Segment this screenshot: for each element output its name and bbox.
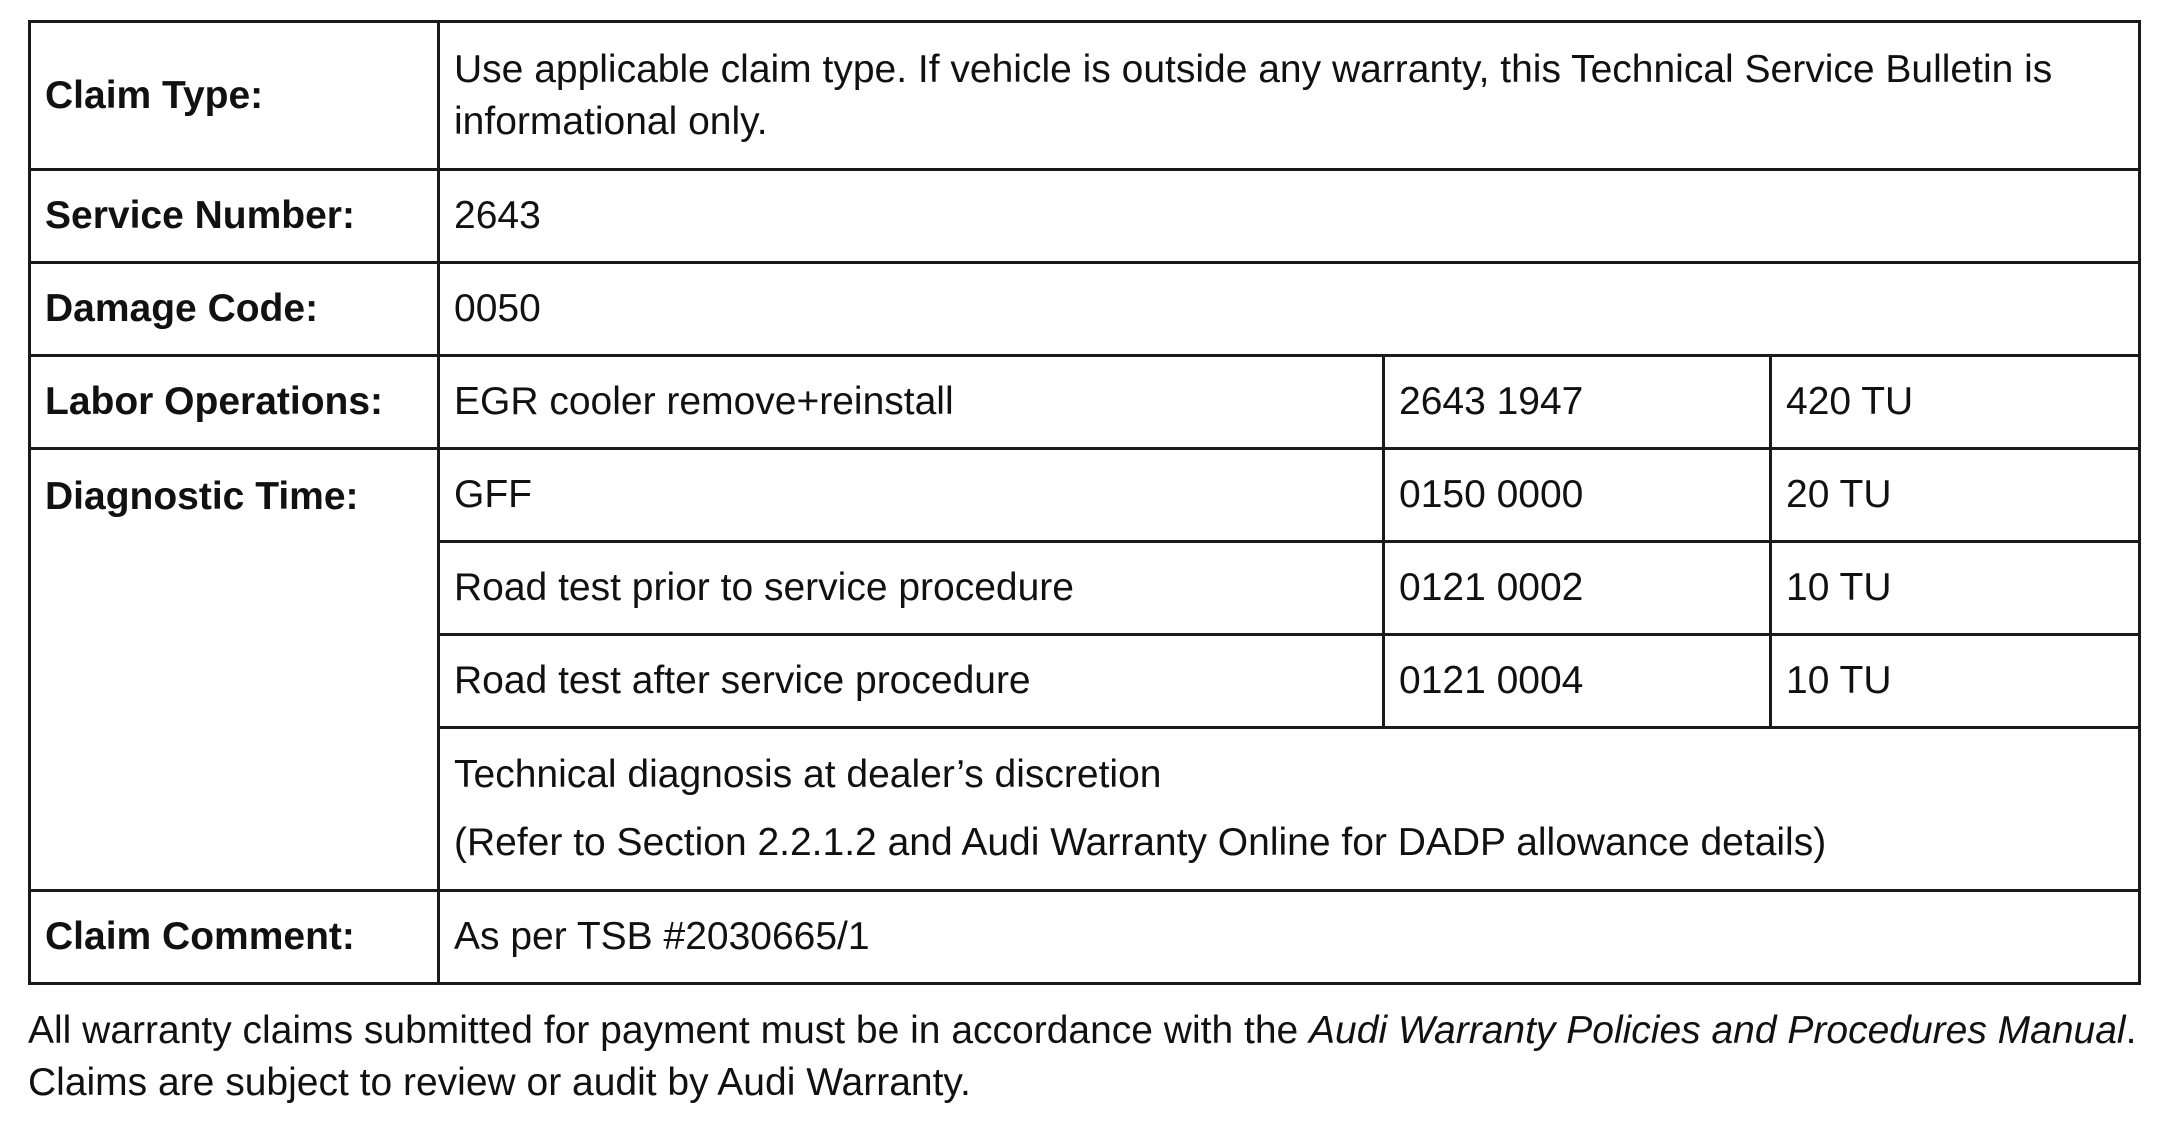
diagnostic-description: Road test prior to service procedure — [439, 542, 1384, 635]
diagnostic-time-value: 10 TU — [1771, 542, 2140, 635]
diagnostic-discretion-cell — [439, 728, 2140, 891]
labor-operation-description: EGR cooler remove+reinstall — [439, 356, 1384, 449]
warranty-claim-page — [28, 20, 2138, 1148]
claim-comment-label: Claim Comment: — [30, 891, 439, 984]
dadp-reference-note: (Refer to Section 2.2.1.2 and Audi Warranty Online for DADP allowance details) — [454, 821, 1827, 864]
claim-type-label: Claim Type: — [30, 22, 439, 170]
labor-operations-label: Labor Operations: — [30, 356, 439, 449]
diagnostic-time-label: Diagnostic Time: — [30, 449, 439, 891]
service-number-value: 2643 — [439, 170, 2140, 263]
footnote-text-end: . Claims are subject to review or audit by Audi Warranty. — [28, 1009, 2137, 1104]
diagnostic-code: 0150 0000 — [1384, 449, 1771, 542]
service-number-label: Service Number: — [30, 170, 439, 263]
claim-comment-value: As per TSB #2030665/1 — [439, 891, 2140, 984]
diagnostic-description: GFF — [439, 449, 1384, 542]
warranty-footnote — [28, 1005, 2138, 1109]
labor-operation-time: 420 TU — [1771, 356, 2140, 449]
damage-code-row — [30, 263, 2140, 356]
diagnostic-code: 0121 0002 — [1384, 542, 1771, 635]
diagnostic-time-value: 20 TU — [1771, 449, 2140, 542]
diagnostic-time-row-gff — [30, 449, 2140, 542]
labor-operations-row — [30, 356, 2140, 449]
claim-type-row — [30, 22, 2140, 170]
diagnostic-time-value: 10 TU — [1771, 635, 2140, 728]
claim-comment-row — [30, 891, 2140, 984]
labor-operation-code: 2643 1947 — [1384, 356, 1771, 449]
discretion-note: Technical diagnosis at dealer’s discretion — [454, 753, 1162, 796]
damage-code-label: Damage Code: — [30, 263, 439, 356]
service-number-row — [30, 170, 2140, 263]
diagnostic-code: 0121 0004 — [1384, 635, 1771, 728]
warranty-info-table — [28, 20, 2141, 985]
claim-type-value: Use applicable claim type. If vehicle is outside any warranty, this Technical Service Bulletin is informational only. — [439, 22, 2140, 170]
footnote-text-start: All warranty claims submitted for payment must be in accordance with the — [28, 1009, 1310, 1052]
warranty-manual-title: Audi Warranty Policies and Procedures Manual — [1309, 1009, 2126, 1052]
damage-code-value: 0050 — [439, 263, 2140, 356]
diagnostic-description: Road test after service procedure — [439, 635, 1384, 728]
